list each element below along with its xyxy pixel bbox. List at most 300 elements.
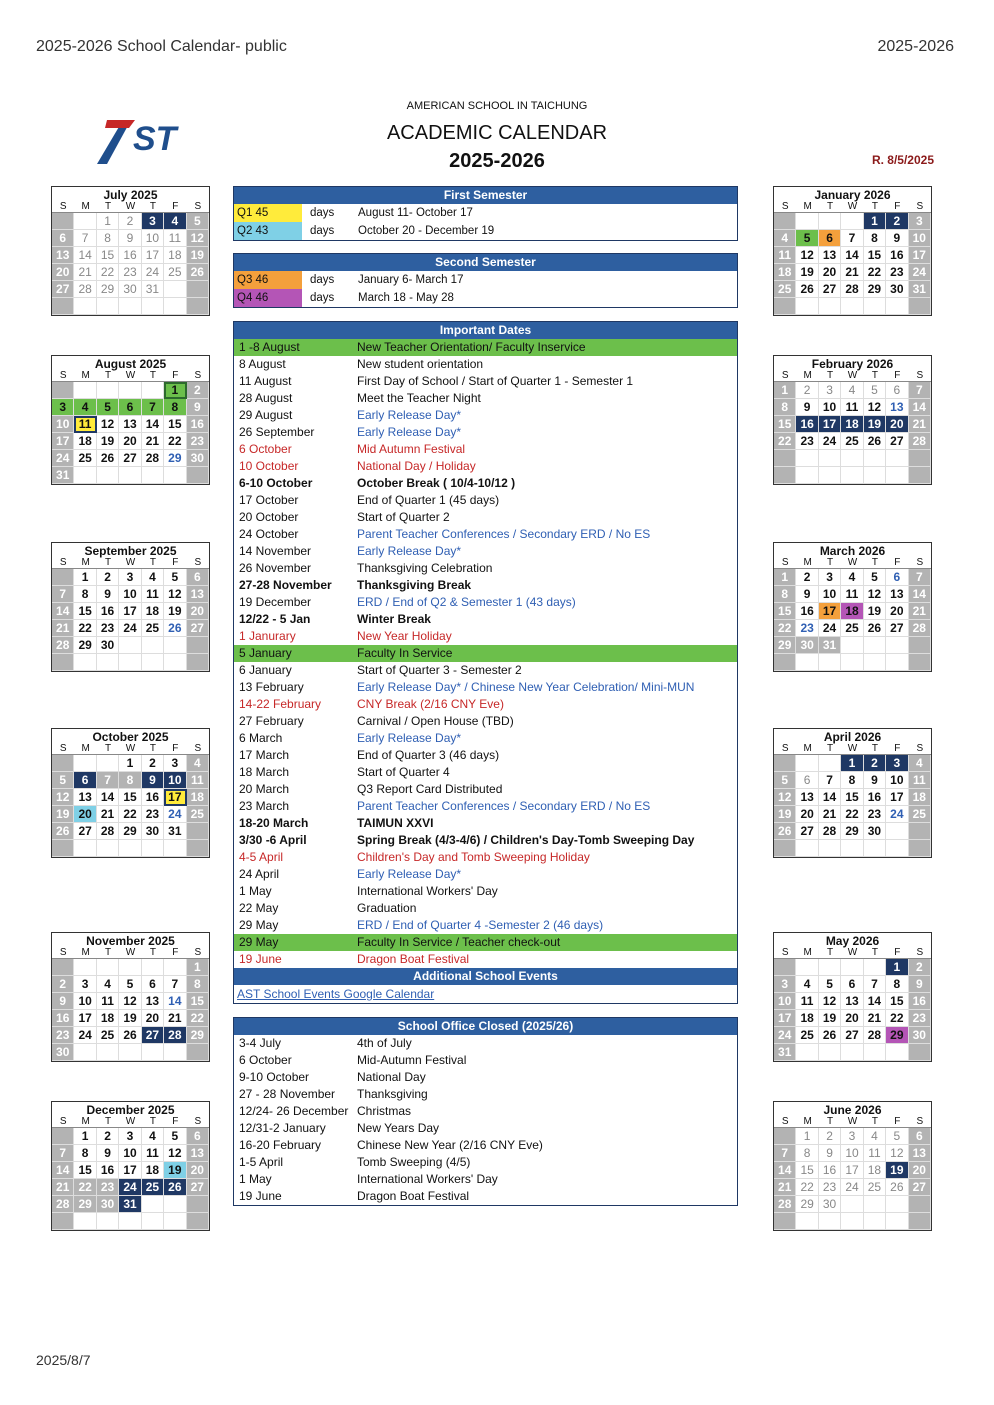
day-cell: 30	[97, 1196, 119, 1213]
event-row	[234, 849, 737, 866]
empty-cell	[74, 840, 96, 857]
day-cell: 14	[74, 247, 96, 264]
day-cell: 15	[187, 993, 209, 1010]
event-name: CNY Break (2/16 CNY Eve)	[357, 697, 504, 711]
day-cell: 17	[119, 1162, 141, 1179]
day-cell: 27	[119, 450, 141, 467]
day-cell: 18	[164, 247, 186, 264]
empty-cell	[119, 840, 141, 857]
event-row	[234, 662, 737, 679]
empty-cell	[52, 840, 74, 857]
day-cell: 21	[774, 1179, 796, 1196]
weekday-label: T	[827, 1116, 834, 1127]
empty-cell	[909, 298, 931, 315]
event-name: Early Release Day*	[357, 425, 462, 439]
day-cell: 17	[164, 789, 186, 806]
day-cell: 21	[909, 603, 931, 620]
day-cell: 6	[796, 772, 818, 789]
day-cell: 10	[52, 416, 74, 433]
event-date: 1 -8 August	[239, 340, 300, 354]
weekday-label: S	[916, 370, 924, 381]
weekday-label: W	[125, 370, 136, 381]
weekday-label: F	[172, 743, 179, 754]
day-cell: 1	[841, 755, 863, 772]
day-cell: 13	[819, 247, 841, 264]
event-name: New Year Holiday	[357, 629, 452, 643]
event-date: 28 August	[239, 391, 293, 405]
day-cell: 29	[74, 637, 96, 654]
empty-cell	[52, 298, 74, 315]
day-cell: 21	[52, 1179, 74, 1196]
day-cell: 24	[774, 1027, 796, 1044]
day-cell: 25	[774, 281, 796, 298]
day-cell: 4	[841, 569, 863, 586]
day-cell: 9	[97, 1145, 119, 1162]
weekday-label: T	[871, 1116, 878, 1127]
google-calendar-link[interactable]: AST School Events Google Calendar	[237, 987, 435, 1001]
day-cell: 28	[774, 1196, 796, 1213]
event-date: 27-28 November	[239, 578, 332, 592]
revision-label: R. 8/5/2025	[871, 153, 934, 167]
empty-cell	[819, 298, 841, 315]
day-cell: 12	[886, 1145, 908, 1162]
event-date: 3/30 -6 April	[239, 833, 307, 847]
day-cell: 26	[864, 620, 886, 637]
day-cell: 25	[164, 264, 186, 281]
day-cell: 16	[909, 993, 931, 1010]
day-cell: 25	[841, 620, 863, 637]
day-cell: 26	[164, 620, 186, 637]
event-date: 6 January	[239, 663, 292, 677]
day-cell: 8	[841, 772, 863, 789]
day-cell: 26	[886, 1179, 908, 1196]
day-cell: 1	[164, 382, 186, 399]
day-cell: 24	[819, 620, 841, 637]
day-grid	[774, 959, 931, 1061]
day-cell: 2	[142, 755, 164, 772]
day-cell: 26	[119, 1027, 141, 1044]
weekday-label: T	[827, 743, 834, 754]
empty-cell	[142, 382, 164, 399]
empty-cell	[187, 1044, 209, 1061]
event-row	[234, 798, 737, 815]
day-cell: 10	[909, 230, 931, 247]
closed-reason: Thanksgiving	[357, 1087, 428, 1101]
weekday-label: S	[194, 201, 202, 212]
empty-cell	[774, 755, 796, 772]
event-row	[234, 339, 737, 356]
day-cell: 15	[796, 1162, 818, 1179]
month-calendar-november-2025	[51, 932, 210, 1062]
event-date: 18-20 March	[239, 816, 309, 830]
day-cell: 8	[886, 976, 908, 993]
empty-cell	[864, 1196, 886, 1213]
day-cell: 19	[97, 433, 119, 450]
day-cell: 20	[909, 1162, 931, 1179]
day-cell: 11	[97, 993, 119, 1010]
weekday-label: F	[894, 743, 901, 754]
day-cell: 2	[187, 382, 209, 399]
day-cell: 26	[774, 823, 796, 840]
empty-cell	[52, 213, 74, 230]
weekday-label: T	[871, 743, 878, 754]
event-date: 23 March	[239, 799, 290, 813]
day-cell: 31	[164, 823, 186, 840]
weekday-label: S	[194, 743, 202, 754]
day-cell: 14	[52, 603, 74, 620]
event-row	[234, 458, 737, 475]
day-cell: 11	[142, 1145, 164, 1162]
event-name: Early Release Day*	[357, 867, 462, 881]
day-cell: 16	[97, 603, 119, 620]
day-cell: 20	[74, 806, 96, 823]
day-cell: 24	[841, 1179, 863, 1196]
day-cell: 18	[864, 1162, 886, 1179]
empty-cell	[886, 467, 908, 484]
empty-cell	[796, 213, 818, 230]
empty-cell	[864, 1044, 886, 1061]
day-cell: 9	[97, 586, 119, 603]
weekday-label: T	[149, 947, 156, 958]
empty-cell	[909, 654, 931, 671]
day-cell: 19	[796, 264, 818, 281]
event-row	[234, 645, 737, 662]
event-row	[234, 543, 737, 560]
event-name: Start of Quarter 2	[357, 510, 450, 524]
event-date: 20 October	[239, 510, 299, 524]
day-cell: 2	[796, 382, 818, 399]
day-cell: 15	[164, 416, 186, 433]
weekday-label: M	[81, 1116, 90, 1127]
day-cell: 31	[119, 1196, 141, 1213]
weekday-label: W	[847, 201, 858, 212]
day-cell: 31	[52, 467, 74, 484]
empty-cell	[841, 654, 863, 671]
day-cell: 24	[164, 806, 186, 823]
day-cell: 14	[909, 586, 931, 603]
day-cell: 5	[52, 772, 74, 789]
day-cell: 13	[142, 993, 164, 1010]
day-cell: 21	[74, 264, 96, 281]
day-cell: 8	[74, 586, 96, 603]
quarter-range: March 18 - May 28	[358, 292, 454, 304]
empty-cell	[52, 1213, 74, 1230]
day-cell: 11	[864, 1145, 886, 1162]
closed-date: 6 October	[239, 1053, 292, 1067]
day-cell: 28	[74, 281, 96, 298]
day-cell: 2	[796, 569, 818, 586]
weekday-label: W	[847, 370, 858, 381]
quarter-row	[234, 204, 737, 222]
day-cell: 20	[796, 806, 818, 823]
day-cell: 1	[774, 569, 796, 586]
quarter-row	[234, 271, 737, 289]
event-date: 17 October	[239, 493, 299, 507]
day-cell: 27	[796, 823, 818, 840]
day-cell: 29	[187, 1027, 209, 1044]
empty-cell	[142, 959, 164, 976]
logo-text: ST	[133, 120, 177, 158]
important-dates-list	[234, 339, 737, 968]
day-cell: 20	[886, 416, 908, 433]
quarter-tag: Q1 45	[234, 204, 302, 222]
day-cell: 24	[142, 264, 164, 281]
day-cell: 2	[819, 1128, 841, 1145]
day-cell: 17	[52, 433, 74, 450]
month-title: April 2026	[823, 730, 882, 744]
empty-cell	[886, 840, 908, 857]
day-cell: 21	[142, 433, 164, 450]
day-cell: 2	[97, 569, 119, 586]
day-cell: 4	[909, 755, 931, 772]
day-cell: 3	[164, 755, 186, 772]
event-name: Parent Teacher Conferences / Secondary ERD / No ES	[357, 799, 651, 813]
day-cell: 30	[886, 281, 908, 298]
weekday-label: F	[894, 370, 901, 381]
day-cell: 15	[97, 247, 119, 264]
day-cell: 18	[774, 264, 796, 281]
weekday-label: W	[847, 743, 858, 754]
weekday-label: M	[803, 201, 812, 212]
day-cell: 4	[774, 230, 796, 247]
empty-cell	[864, 637, 886, 654]
empty-cell	[886, 298, 908, 315]
empty-cell	[97, 654, 119, 671]
empty-cell	[819, 1213, 841, 1230]
empty-cell	[74, 382, 96, 399]
day-cell: 29	[164, 450, 186, 467]
empty-cell	[74, 654, 96, 671]
empty-cell	[164, 1044, 186, 1061]
event-date: 29 May	[239, 918, 279, 932]
day-cell: 3	[142, 213, 164, 230]
office-closed-row	[234, 1069, 737, 1086]
closed-reason: Dragon Boat Festival	[357, 1189, 470, 1203]
day-cell: 3	[886, 755, 908, 772]
event-date: 6 October	[239, 442, 292, 456]
day-cell: 16	[187, 416, 209, 433]
empty-cell	[187, 1196, 209, 1213]
day-cell: 5	[886, 1128, 908, 1145]
day-cell: 23	[97, 1179, 119, 1196]
day-cell: 2	[909, 959, 931, 976]
weekday-label: W	[125, 947, 136, 958]
day-cell: 21	[52, 620, 74, 637]
day-cell: 19	[164, 603, 186, 620]
office-closed-row	[234, 1035, 737, 1052]
day-cell: 5	[796, 230, 818, 247]
day-cell: 26	[187, 264, 209, 281]
day-cell: 24	[74, 1027, 96, 1044]
first-semester-title: First Semester	[234, 187, 737, 204]
empty-cell	[142, 840, 164, 857]
empty-cell	[796, 654, 818, 671]
day-cell: 14	[164, 993, 186, 1010]
day-cell: 3	[774, 976, 796, 993]
month-title: August 2025	[94, 357, 167, 371]
day-cell: 10	[164, 772, 186, 789]
office-closed-row	[234, 1171, 737, 1188]
empty-cell	[819, 755, 841, 772]
day-grid	[774, 382, 931, 484]
weekday-label: F	[894, 557, 901, 568]
day-cell: 11	[909, 772, 931, 789]
office-closed-row	[234, 1086, 737, 1103]
empty-cell	[164, 281, 186, 298]
quarter-range: October 20 - December 19	[358, 225, 495, 237]
first-semester-box	[233, 186, 738, 241]
empty-cell	[886, 637, 908, 654]
month-calendar-december-2025	[51, 1101, 210, 1231]
empty-cell	[119, 959, 141, 976]
empty-cell	[74, 467, 96, 484]
day-cell: 30	[119, 281, 141, 298]
empty-cell	[164, 959, 186, 976]
day-cell: 24	[119, 620, 141, 637]
day-cell: 18	[142, 603, 164, 620]
empty-cell	[841, 1196, 863, 1213]
day-cell: 31	[774, 1044, 796, 1061]
event-date: 1 May	[239, 884, 272, 898]
additional-events-title: Additional School Events	[234, 968, 737, 985]
empty-cell	[886, 823, 908, 840]
day-cell: 13	[886, 399, 908, 416]
empty-cell	[52, 755, 74, 772]
event-date: 14 November	[239, 544, 312, 558]
day-cell: 28	[97, 823, 119, 840]
day-cell: 25	[864, 1179, 886, 1196]
day-cell: 8	[119, 772, 141, 789]
closed-reason: Christmas	[357, 1104, 412, 1118]
weekday-label: M	[81, 947, 90, 958]
page-header-right: 2025-2026	[877, 38, 954, 55]
empty-cell	[774, 1128, 796, 1145]
day-cell: 23	[52, 1027, 74, 1044]
empty-cell	[119, 382, 141, 399]
event-date: 18 March	[239, 765, 290, 779]
day-cell: 27	[187, 620, 209, 637]
day-cell: 5	[864, 569, 886, 586]
day-cell: 24	[886, 806, 908, 823]
event-name: Q3 Report Card Distributed	[357, 782, 503, 796]
day-cell: 6	[119, 399, 141, 416]
weekday-label: M	[803, 947, 812, 958]
event-name: End of Quarter 1 (45 days)	[357, 493, 500, 507]
day-cell: 2	[864, 755, 886, 772]
day-cell: 8	[774, 586, 796, 603]
day-cell: 8	[864, 230, 886, 247]
weekday-label: T	[105, 201, 112, 212]
day-cell: 19	[187, 247, 209, 264]
weekday-label: T	[827, 557, 834, 568]
page-header-left: 2025-2026 School Calendar- public	[36, 38, 287, 55]
empty-cell	[819, 467, 841, 484]
weekday-label: S	[194, 1116, 202, 1127]
empty-cell	[796, 467, 818, 484]
day-cell: 4	[142, 569, 164, 586]
day-cell: 23	[187, 433, 209, 450]
day-cell: 11	[164, 230, 186, 247]
weekday-label: S	[59, 947, 67, 958]
school-name: AMERICAN SCHOOL IN TAICHUNG	[406, 100, 588, 112]
event-name: International Workers' Day	[357, 884, 498, 898]
empty-cell	[119, 467, 141, 484]
day-cell: 18	[909, 789, 931, 806]
weekday-header	[774, 1116, 931, 1128]
event-row	[234, 747, 737, 764]
day-cell: 24	[819, 433, 841, 450]
day-cell: 23	[796, 620, 818, 637]
day-cell: 14	[864, 993, 886, 1010]
empty-cell	[796, 755, 818, 772]
day-cell: 2	[886, 213, 908, 230]
day-cell: 9	[119, 230, 141, 247]
day-cell: 15	[841, 789, 863, 806]
event-name: Thanksgiving Celebration	[357, 561, 493, 575]
important-dates-title: Important Dates	[234, 322, 737, 339]
month-title: November 2025	[86, 934, 175, 948]
day-cell: 29	[97, 281, 119, 298]
day-cell: 7	[909, 569, 931, 586]
day-cell: 22	[796, 1179, 818, 1196]
day-cell: 7	[97, 772, 119, 789]
day-cell: 24	[52, 450, 74, 467]
day-cell: 3	[119, 1128, 141, 1145]
office-closed-row	[234, 1188, 737, 1205]
event-row	[234, 594, 737, 611]
day-cell: 29	[119, 823, 141, 840]
day-cell: 10	[774, 993, 796, 1010]
day-cell: 3	[819, 382, 841, 399]
weekday-label: T	[105, 370, 112, 381]
empty-cell	[864, 840, 886, 857]
event-row	[234, 951, 737, 968]
empty-cell	[841, 1044, 863, 1061]
event-name: TAIMUN XXVI	[357, 816, 434, 830]
weekday-header	[52, 201, 209, 213]
day-cell: 14	[819, 789, 841, 806]
month-title: October 2025	[92, 730, 169, 744]
second-semester-box	[233, 253, 738, 308]
day-cell: 27	[841, 1027, 863, 1044]
quarter-tag: Q3 46	[234, 271, 302, 289]
empty-cell	[74, 298, 96, 315]
closed-reason: Tomb Sweeping (4/5)	[357, 1155, 471, 1169]
closed-date: 19 June	[239, 1189, 282, 1203]
day-cell: 5	[819, 976, 841, 993]
day-cell: 6	[52, 230, 74, 247]
day-cell: 8	[774, 399, 796, 416]
event-row	[234, 373, 737, 390]
event-row	[234, 356, 737, 373]
day-cell: 1	[774, 382, 796, 399]
day-grid	[774, 1128, 931, 1230]
day-cell: 23	[142, 806, 164, 823]
day-cell: 27	[74, 823, 96, 840]
day-cell: 12	[864, 399, 886, 416]
day-grid	[52, 755, 209, 857]
day-cell: 5	[864, 382, 886, 399]
day-cell: 6	[74, 772, 96, 789]
empty-cell	[774, 213, 796, 230]
day-cell: 19	[52, 806, 74, 823]
day-cell: 28	[909, 433, 931, 450]
day-cell: 25	[97, 1027, 119, 1044]
weekday-label: S	[781, 201, 789, 212]
day-cell: 29	[864, 281, 886, 298]
day-cell: 17	[909, 247, 931, 264]
weekday-label: T	[149, 201, 156, 212]
